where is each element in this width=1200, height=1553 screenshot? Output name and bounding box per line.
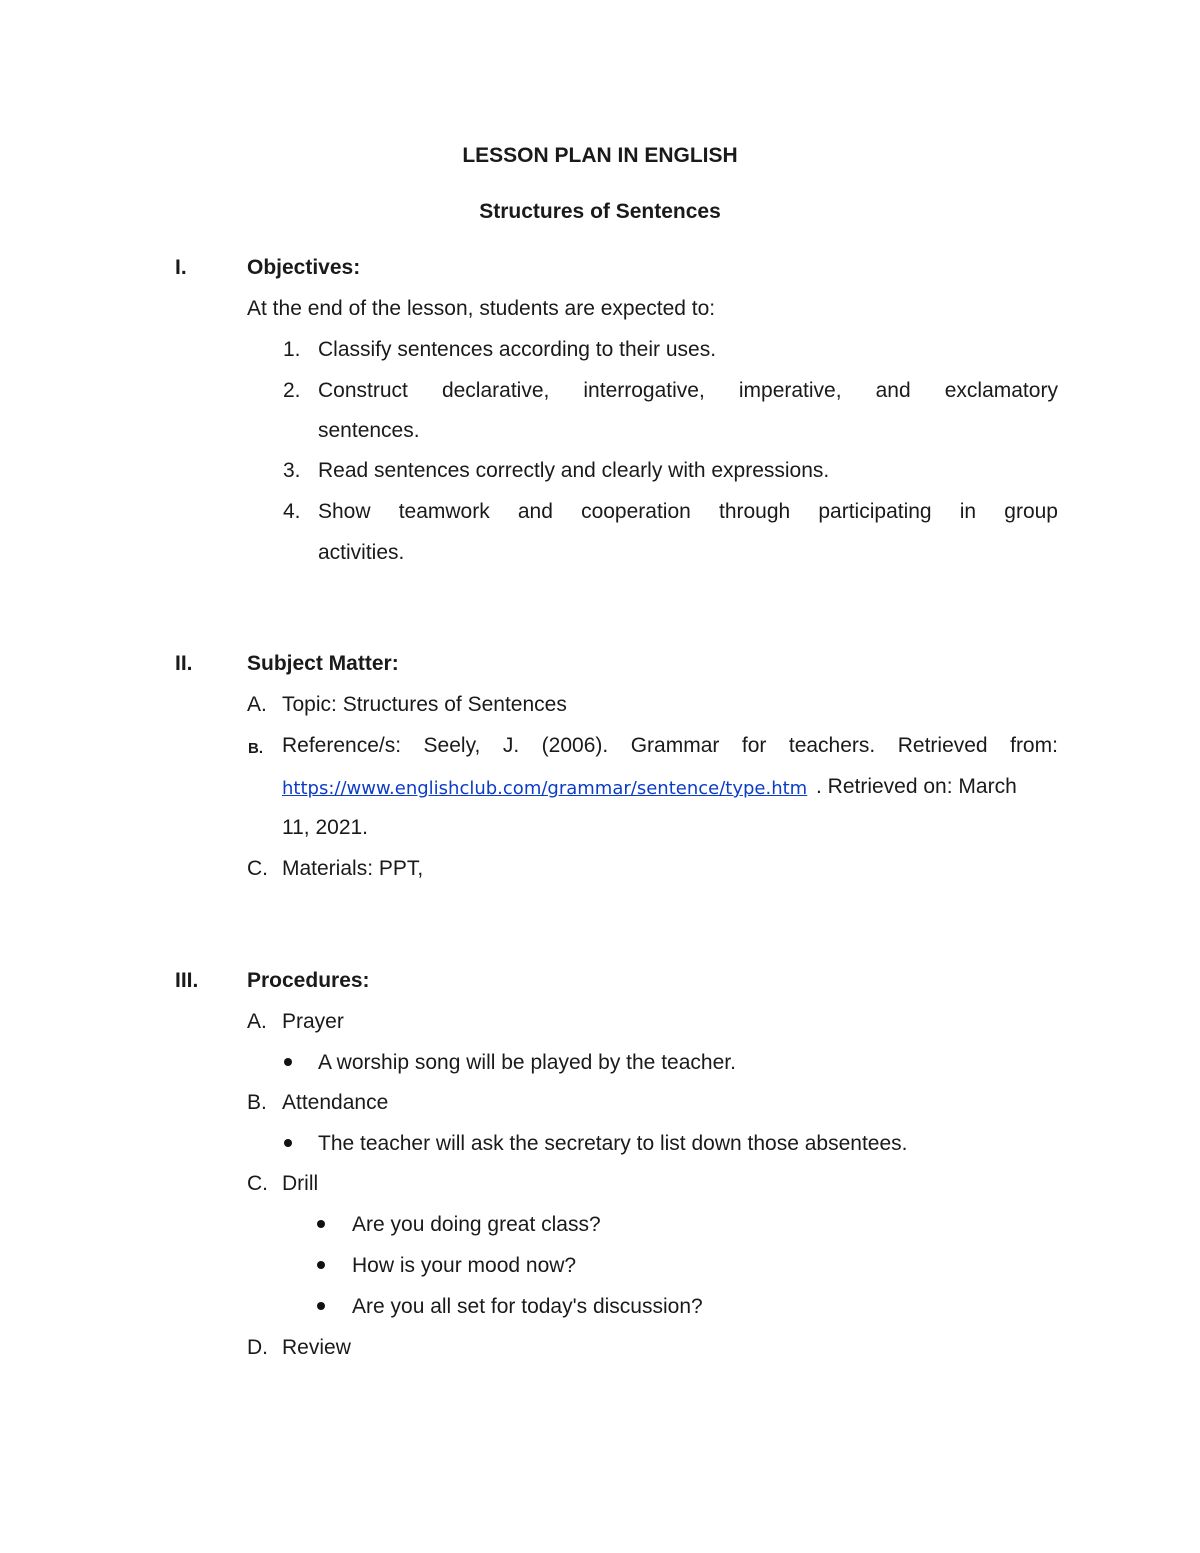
- objective-word: in: [959, 500, 977, 523]
- objective-word: imperative,: [738, 379, 842, 402]
- bullet-icon: [284, 1058, 292, 1066]
- subject-materials: Materials: PPT,: [282, 857, 424, 880]
- reference-word: teachers.: [788, 734, 876, 757]
- bullet-icon: [317, 1220, 325, 1228]
- objective-word: teamwork: [398, 500, 490, 523]
- reference-date: 11, 2021.: [282, 816, 369, 839]
- procedure-label: Prayer: [282, 1010, 344, 1033]
- bullet-icon: [317, 1302, 325, 1310]
- bullet-icon: [317, 1261, 325, 1269]
- objective-word: participating: [818, 500, 932, 523]
- section-numeral-subject-matter: II.: [175, 652, 193, 675]
- procedure-bullet-text: A worship song will be played by the teacher.: [318, 1051, 736, 1074]
- section-heading-subject-matter: Subject Matter:: [247, 652, 399, 675]
- section-numeral-objectives: I.: [175, 256, 187, 279]
- objective-text: Read sentences correctly and clearly with expressions.: [318, 459, 830, 482]
- reference-word: Grammar: [630, 734, 720, 757]
- subject-reference-line: [282, 734, 1058, 758]
- objective-number: 3.: [283, 459, 301, 482]
- subject-letter: B.: [248, 740, 263, 757]
- subject-topic: Topic: Structures of Sentences: [282, 693, 567, 716]
- reference-word: (2006).: [541, 734, 609, 757]
- objective-text-continued: activities.: [318, 541, 405, 564]
- objective-word: and: [875, 379, 911, 402]
- procedure-letter: B.: [247, 1091, 267, 1114]
- reference-word: Seely,: [423, 734, 481, 757]
- reference-word: from:: [1010, 734, 1058, 757]
- reference-word: Reference/s:: [282, 734, 402, 757]
- objective-word: through: [718, 500, 791, 523]
- procedure-label: Attendance: [282, 1091, 389, 1114]
- objective-text-justified: [318, 500, 1058, 524]
- objective-word: Construct: [318, 379, 408, 402]
- objective-text-justified: [318, 379, 1058, 403]
- subject-letter: C.: [247, 857, 268, 880]
- procedure-bullet-text: Are you doing great class?: [352, 1213, 601, 1236]
- objective-number: 4.: [283, 500, 301, 523]
- objective-word: cooperation: [581, 500, 691, 523]
- document-subtitle: Structures of Sentences: [479, 200, 721, 223]
- reference-link[interactable]: https://www.englishclub.com/grammar/sentence/type.htm: [282, 778, 808, 799]
- procedure-letter: D.: [247, 1336, 268, 1359]
- objective-word: and: [517, 500, 553, 523]
- procedure-letter: A.: [247, 1010, 267, 1033]
- procedure-letter: C.: [247, 1172, 268, 1195]
- subject-letter: A.: [247, 693, 267, 716]
- objective-word: interrogative,: [583, 379, 705, 402]
- section-heading-procedures: Procedures:: [247, 969, 370, 992]
- reference-word: for: [741, 734, 767, 757]
- objective-word: declarative,: [441, 379, 550, 402]
- procedure-bullet-text: Are you all set for today's discussion?: [352, 1295, 703, 1318]
- procedure-label: Review: [282, 1336, 351, 1359]
- reference-url-line: [282, 776, 807, 801]
- reference-retrieved-on: . Retrieved on: March: [816, 775, 1017, 798]
- section-numeral-procedures: III.: [175, 969, 199, 992]
- procedure-bullet-text: The teacher will ask the secretary to list down those absentees.: [318, 1132, 908, 1155]
- objective-number: 1.: [283, 338, 301, 361]
- objective-word: group: [1004, 500, 1058, 523]
- procedure-bullet-text: How is your mood now?: [352, 1254, 577, 1277]
- objective-word: exclamatory: [944, 379, 1058, 402]
- objective-text: Classify sentences according to their uses.: [318, 338, 717, 361]
- reference-word: Retrieved: [897, 734, 988, 757]
- document-title: LESSON PLAN IN ENGLISH: [462, 144, 738, 167]
- objective-number: 2.: [283, 379, 301, 402]
- section-heading-objectives: Objectives:: [247, 256, 361, 279]
- bullet-icon: [284, 1139, 292, 1147]
- reference-word: J.: [502, 734, 520, 757]
- procedure-label: Drill: [282, 1172, 319, 1195]
- objectives-intro: At the end of the lesson, students are expected to:: [247, 297, 716, 320]
- objective-text-continued: sentences.: [318, 419, 420, 442]
- objective-word: Show: [318, 500, 371, 523]
